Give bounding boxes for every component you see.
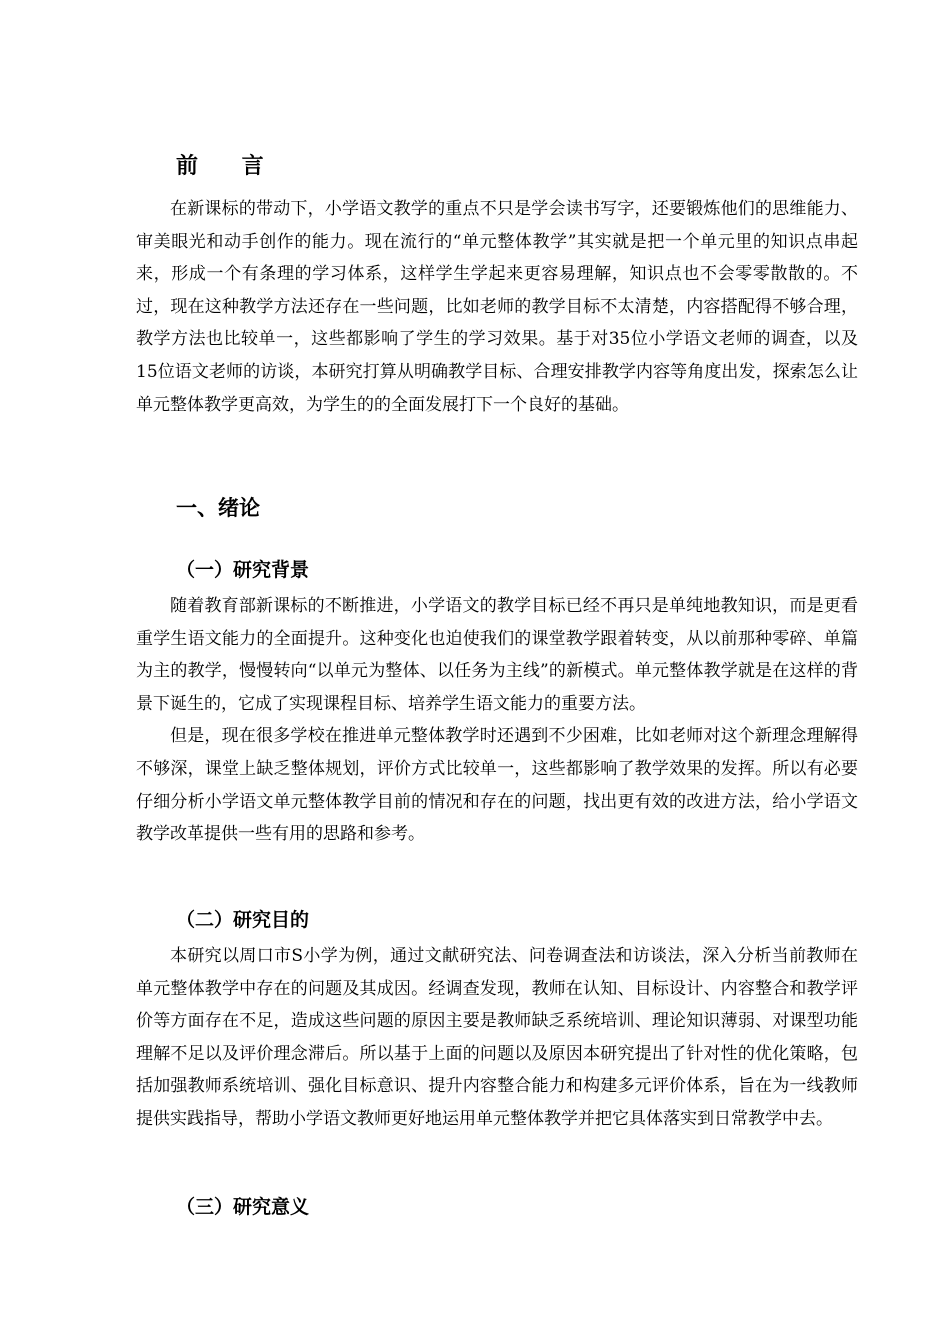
section-heading-significance: （三）研究意义 <box>176 1196 310 1218</box>
section-purpose-body <box>136 940 858 1136</box>
preface-paragraph: 在新课标的带动下，小学语文教学的重点不只是学会读书写字，还要锻炼他们的思维能力、审美眼光和动手创作的能力。现在流行的“单元整体教学”其实就是把一个单元里的知识点串起来，形成一个有条理的学习体系，这样学生学起来更容易理解，知识点也不会零零散散的。不过，现在这种教学方法还存在一些问题，比如老师的教学目标不太清楚，内容搭配得不够合理，教学方法也比较单一，这些都影响了学生的学习效果。基于对35位小学语文老师的调查，以及15位语文老师的访谈，本研究打算从明确教学目标、合理安排教学内容等角度出发，探索怎么让单元整体教学更高效，为学生的的全面发展打下一个良好的基础。 <box>136 199 858 415</box>
section-heading-background: （一）研究背景 <box>176 559 310 581</box>
section-background-body <box>136 590 858 851</box>
section-heading-purpose: （二）研究目的 <box>176 909 310 931</box>
paragraph: 随着教育部新课标的不断推进，小学语文的教学目标已经不再只是单纯地教知识，而是更看重学生语文能力的全面提升。这种变化也迫使我们的课堂教学跟着转变，从以前那种零碎、单篇为主的教学，慢慢转向“以单元为整体、以任务为主线”的新模式。单元整体教学就是在这样的背景下诞生的，它成了实现课程目标、培养学生语文能力的重要方法。 <box>136 596 858 714</box>
preface-title: 前 言 <box>176 154 282 179</box>
paragraph: 但是，现在很多学校在推进单元整体教学时还遇到不少困难，比如老师对这个新理念理解得不够深，课堂上缺乏整体规划，评价方式比较单一，这些都影响了教学效果的发挥。所以有必要仔细分析小学语文单元整体教学目前的情况和存在的问题，找出更有效的改进方法，给小学语文教学改革提供一些有用的思路和参考。 <box>136 726 858 845</box>
chapter-title: 一、绪论 <box>176 496 260 520</box>
preface-section <box>136 193 858 421</box>
paragraph: 本研究以周口市S小学为例，通过文献研究法、问卷调查法和访谈法，深入分析当前教师在单元整体教学中存在的问题及其成因。经调查发现，教师在认知、目标设计、内容整合和教学评价等方面存在不足，造成这些问题的原因主要是教师缺乏系统培训、理论知识薄弱、对课型功能理解不足以及评价理念滞后。所以基于上面的问题以及原因本研究提出了针对性的优化策略，包括加强教师系统培训、强化目标意识、提升内容整合能力和构建多元评价体系，旨在为一线教师提供实践指导，帮助小学语文教师更好地运用单元整体教学并把它具体落实到日常教学中去。 <box>136 946 858 1129</box>
